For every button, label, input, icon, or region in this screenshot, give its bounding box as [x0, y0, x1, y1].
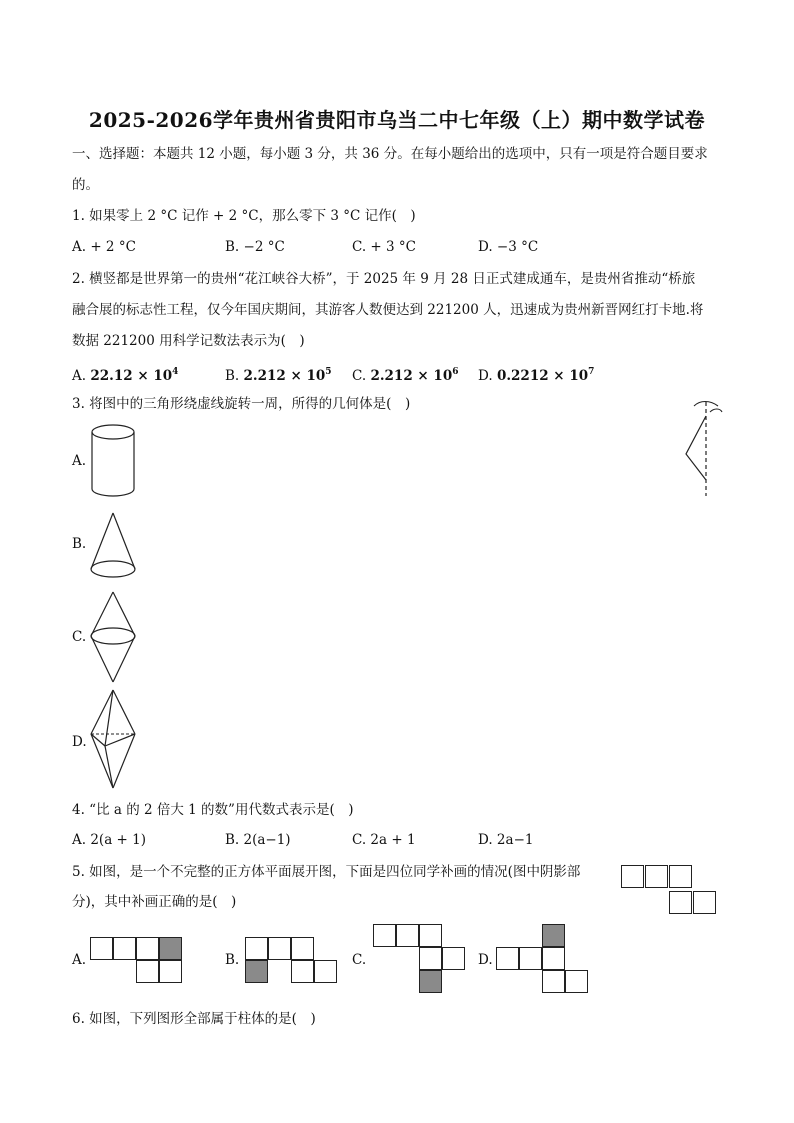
- net-option-b-figure: [245, 937, 341, 985]
- question-1-stem: 1. 如果零上 2 °C 记作 + 2 °C，那么零下 3 °C 记作( ): [72, 208, 416, 224]
- option-label: B.: [225, 368, 240, 384]
- section-instructions-line2: 的。: [72, 177, 99, 193]
- option-exponent: 5: [325, 367, 332, 377]
- option-value: 0.2212 × 10: [496, 368, 589, 384]
- question-5-option-d: D.: [478, 952, 493, 968]
- question-2-option-b: [225, 363, 332, 385]
- question-3-stem: 3. 将图中的三角形绕虚线旋转一周，所得的几何体是( ): [72, 396, 411, 412]
- question-4-option-a: A. 2(a + 1): [72, 832, 146, 848]
- question-3-option-c: C.: [72, 629, 87, 645]
- option-exponent: 4: [172, 367, 179, 377]
- net-cell: [669, 891, 692, 914]
- question-2-option-a: [72, 363, 178, 385]
- net-option-d-figure: [496, 924, 592, 995]
- net-cell: [645, 865, 668, 888]
- question-2-line2: 融合展的标志性工程，仅今年国庆期间，其游客人数便达到 221200 人，迅速成为贵州新晋网红打卡地.将: [72, 302, 704, 318]
- shaded-cell: [159, 937, 182, 960]
- net-option-c-figure: [373, 924, 469, 995]
- option-value: 2.212 × 10: [243, 368, 326, 384]
- shaded-cell: [542, 924, 565, 947]
- question-3-option-b: B.: [72, 536, 87, 552]
- option-value: 22.12 × 10: [90, 368, 173, 384]
- net-cell: [693, 891, 716, 914]
- net-option-a-figure: [90, 937, 186, 985]
- question-1-option-b: B. −2 °C: [225, 239, 285, 255]
- question-2-option-c: [352, 363, 458, 385]
- question-5-option-a: A.: [72, 952, 87, 968]
- question-5-option-c: C.: [352, 952, 367, 968]
- shaded-cell: [419, 970, 442, 993]
- incomplete-net-figure: [621, 865, 721, 917]
- triangle-rotation-figure: [680, 398, 725, 498]
- question-5-option-b: B.: [225, 952, 240, 968]
- triangle-edges: [686, 416, 706, 480]
- rotation-arrow: [694, 402, 722, 413]
- question-1-option-c: C. + 3 °C: [352, 239, 416, 255]
- page-title: 2025-2026学年贵州省贵阳市乌当二中七年级（上）期中数学试卷: [88, 108, 706, 132]
- option-label: A.: [72, 368, 87, 384]
- question-2-line3: 数据 221200 用科学记数法表示为( ): [72, 333, 305, 349]
- question-6-stem: 6. 如图，下列图形全部属于柱体的是( ): [72, 1011, 316, 1027]
- question-1-option-d: D. −3 °C: [478, 239, 539, 255]
- question-5-line1: 5. 如图，是一个不完整的正方体平面展开图，下面是四位同学补画的情况(图中阴影部: [72, 864, 581, 880]
- question-4-stem: 4. “比 a 的 2 倍大 1 的数”用代数式表示是( ): [72, 802, 354, 818]
- option-label: D.: [478, 368, 493, 384]
- question-3-option-d: D.: [72, 734, 87, 750]
- question-4-option-d: D. 2a−1: [478, 832, 534, 848]
- question-5-line2: 分)，其中补画正确的是( ): [72, 894, 237, 910]
- option-exponent: 6: [452, 367, 459, 377]
- option-value: 2.212 × 10: [370, 368, 453, 384]
- option-exponent: 7: [588, 367, 595, 377]
- option-label: C.: [352, 368, 367, 384]
- section-instructions-line1: 一、选择题：本题共 12 小题，每小题 3 分，共 36 分。在每小题给出的选项中，只有一项是符合题目要求: [72, 146, 708, 162]
- shaded-cell: [245, 960, 268, 983]
- bipyramid-figure: [88, 688, 142, 792]
- question-1-option-a: A. + 2 °C: [72, 239, 136, 255]
- question-4-option-c: C. 2a + 1: [352, 832, 416, 848]
- question-4-option-b: B. 2(a−1): [225, 832, 291, 848]
- question-2-option-d: [478, 363, 594, 385]
- double-cone-figure: [88, 590, 142, 686]
- question-3-option-a: A.: [72, 453, 87, 469]
- cylinder-figure: [90, 423, 140, 499]
- net-cell: [621, 865, 644, 888]
- net-cell: [669, 865, 692, 888]
- cone-figure: [88, 511, 142, 581]
- question-2-line1: 2. 横竖都是世界第一的贵州“花江峡谷大桥”，于 2025 年 9 月 28 日正式建成通车，是贵州省推动“桥旅: [72, 271, 696, 287]
